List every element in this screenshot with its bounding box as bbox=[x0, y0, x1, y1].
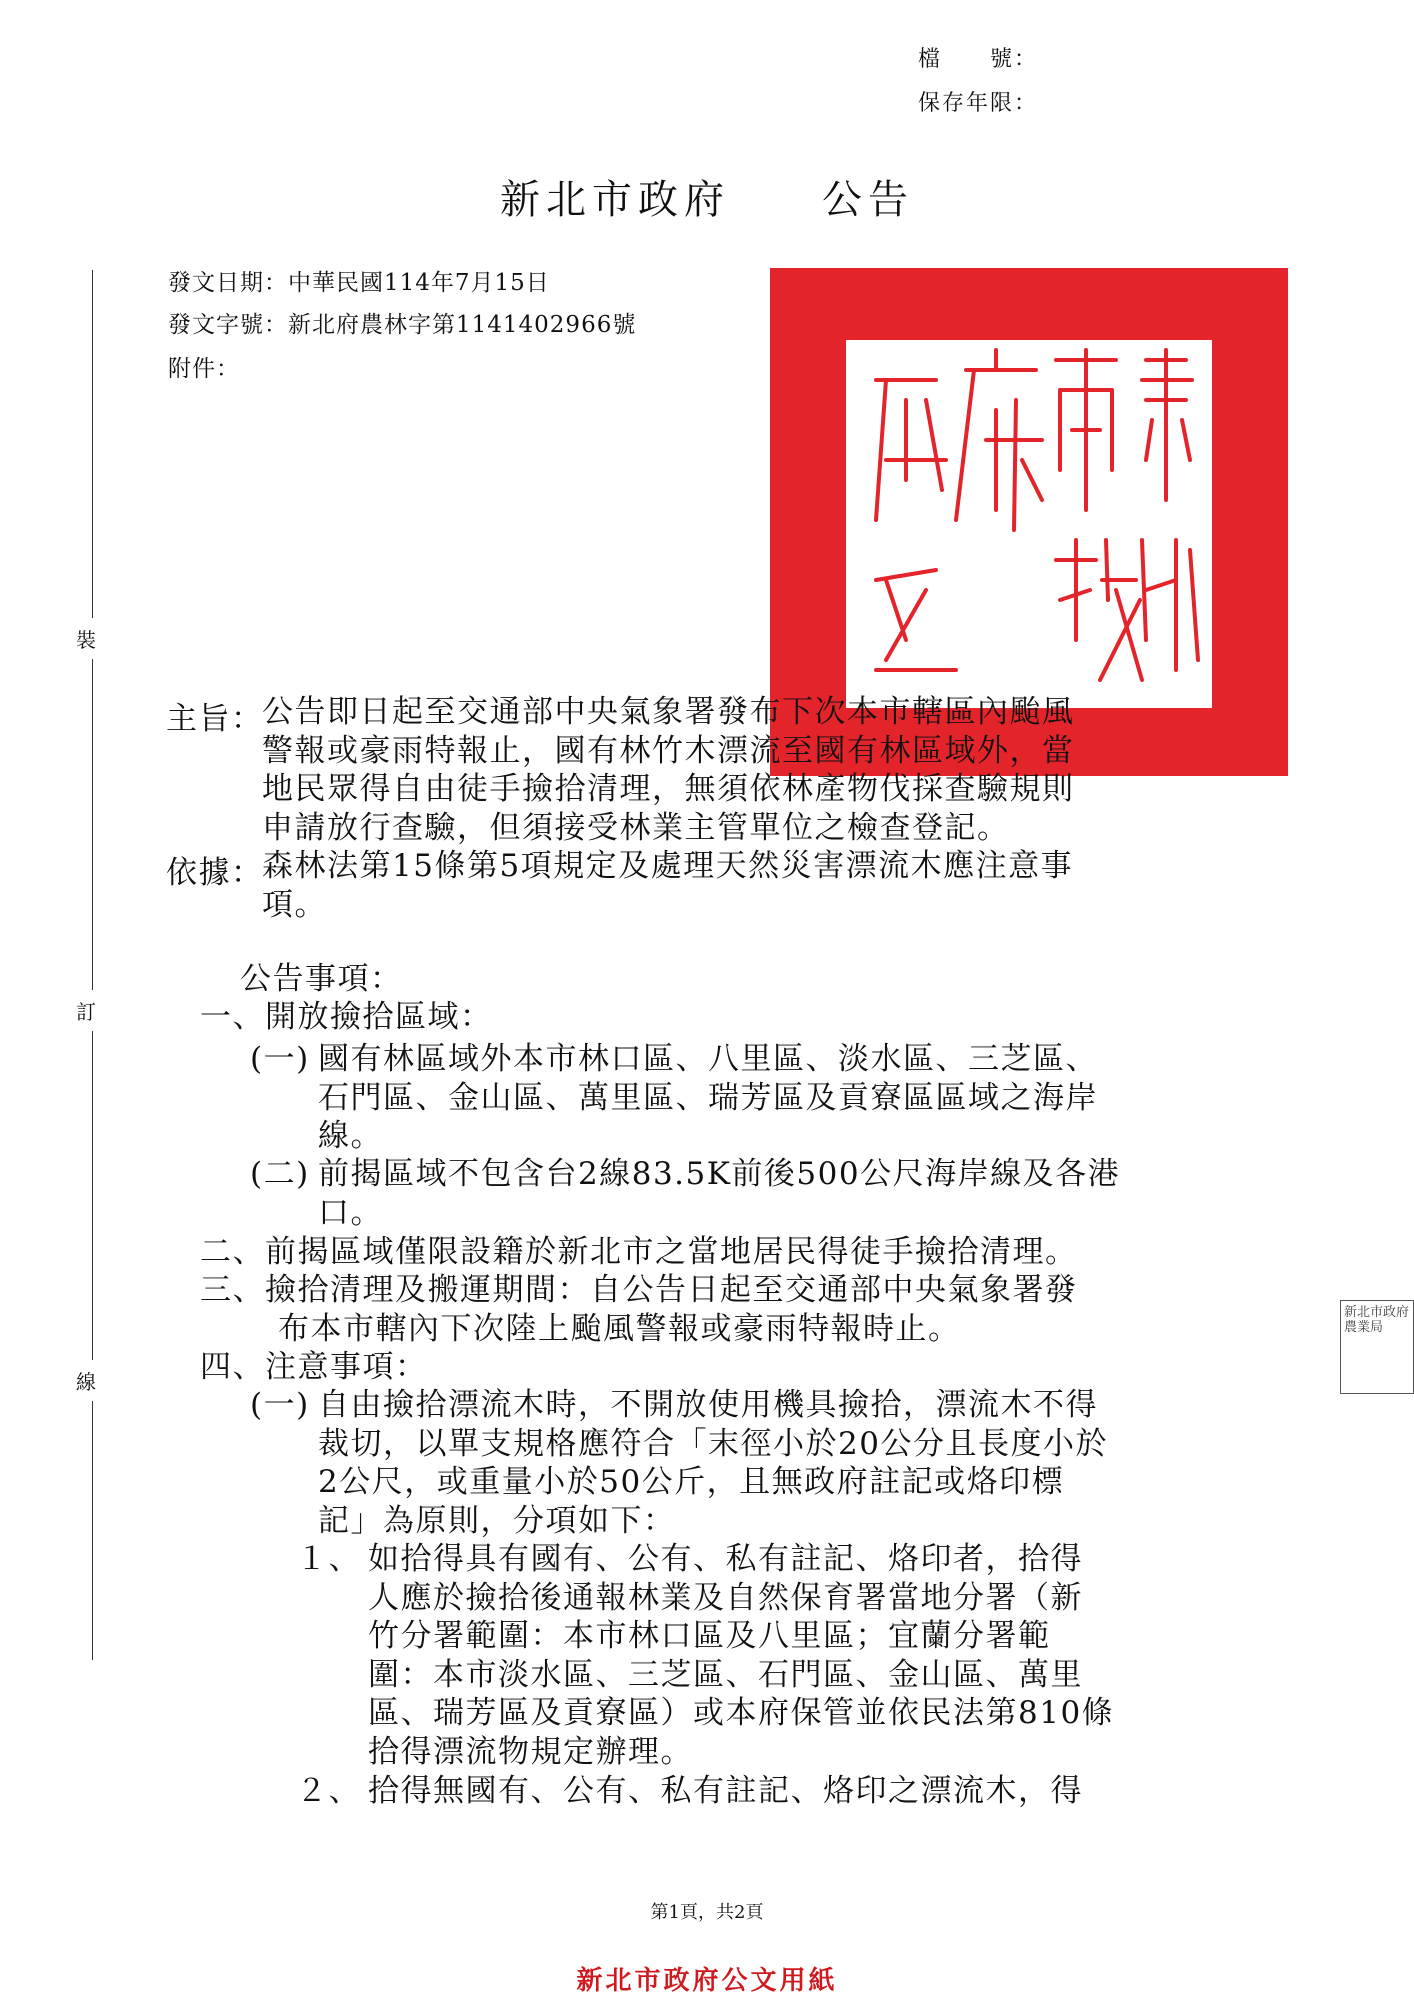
item4-sub1-line: 2公尺，或重量小於50公斤，且無政府註記或烙印標 bbox=[318, 1464, 1065, 1500]
subject-label: 主旨： bbox=[166, 701, 264, 737]
subject-line: 警報或豪雨特報止，國有林竹木漂流至國有林區域外，當 bbox=[262, 732, 1075, 769]
item3-line: 三、撿拾清理及搬運期間：自公告日起至交通部中央氣象署發 bbox=[200, 1272, 1078, 1308]
item1-sub2-text bbox=[318, 1155, 1120, 1232]
point-1-line: 拾得漂流物規定辦理。 bbox=[368, 1733, 693, 1770]
basis-line: 項。 bbox=[262, 886, 327, 923]
notice-heading: 公告事項： bbox=[240, 961, 403, 997]
notice-item-4: 四、注意事項： bbox=[200, 1349, 428, 1385]
basis-text bbox=[262, 847, 1073, 924]
file-number-label: 檔 號： bbox=[918, 47, 1039, 72]
point-1-marker: １、 bbox=[296, 1541, 361, 1577]
item1-sub1-line: 國有林區域外本市林口區、八里區、淡水區、三芝區、 bbox=[318, 1041, 1098, 1077]
point-1-line: 圍：本市淡水區、三芝區、石門區、金山區、萬里 bbox=[368, 1656, 1083, 1693]
point-1-line: 區、瑞芳區及貢寮區）或本府保管並依民法第810條 bbox=[368, 1695, 1115, 1731]
item4-sub1-marker: (一) bbox=[250, 1387, 310, 1423]
binding-mark-zhuang: 裝 bbox=[76, 618, 96, 659]
item1-sub2-marker: (二) bbox=[250, 1156, 310, 1192]
item3-line: 布本市轄內下次陸上颱風警報或豪雨特報時止。 bbox=[278, 1310, 961, 1347]
point-1-text bbox=[368, 1540, 1114, 1771]
item1-sub1-text bbox=[318, 1040, 1098, 1156]
binding-line bbox=[92, 270, 93, 1660]
item1-sub1-line: 線。 bbox=[318, 1118, 383, 1154]
notice-item-1: 一、開放撿拾區域： bbox=[200, 999, 493, 1035]
subject-line: 申請放行查驗，但須接受林業主管單位之檢查登記。 bbox=[262, 809, 1010, 846]
item1-sub2-line: 口。 bbox=[318, 1194, 383, 1231]
document-number: 發文字號：新北府農林字第1141402966號 bbox=[168, 312, 637, 338]
point-1-line: 人應於撿拾後通報林業及自然保育署當地分署（新 bbox=[368, 1579, 1083, 1616]
notice-item-3 bbox=[200, 1271, 1078, 1348]
page-title: 新北市政府 公告 bbox=[500, 177, 914, 223]
item1-sub2-line: 前揭區域不包含台2線83.5K前後500公尺海岸線及各港 bbox=[318, 1156, 1121, 1192]
footer-paper-label: 新北市政府公文用紙 bbox=[576, 1966, 838, 1996]
side-stamp-text: 新北市政府農業局 bbox=[1344, 1305, 1410, 1335]
subject-text bbox=[262, 693, 1075, 847]
subject-line: 公告即日起至交通部中央氣象署發布下次本市轄區內颱風 bbox=[262, 694, 1075, 730]
point-1-line: 竹分署範圍：本市林口區及八里區；宜蘭分署範 bbox=[368, 1618, 1051, 1654]
item4-sub1-line: 裁切，以單支規格應符合「末徑小於20公分且長度小於 bbox=[318, 1425, 1108, 1462]
point-1-line: 如拾得具有國有、公有、私有註記、烙印者，拾得 bbox=[368, 1541, 1083, 1577]
seal-glyphs-icon bbox=[846, 340, 1212, 708]
point-2-marker: ２、 bbox=[296, 1773, 361, 1809]
binding-mark-ding: 訂 bbox=[76, 990, 96, 1031]
point-2-line: 拾得無國有、公有、私有註記、烙印之漂流木，得 bbox=[368, 1773, 1083, 1809]
binding-mark-xian: 線 bbox=[76, 1360, 96, 1401]
subject-line: 地民眾得自由徒手撿拾清理，無須依林產物伐採查驗規則 bbox=[262, 771, 1075, 807]
basis-label: 依據： bbox=[166, 855, 264, 891]
notice-item-2: 二、前揭區域僅限設籍於新北市之當地居民得徒手撿拾清理。 bbox=[200, 1234, 1078, 1270]
basis-line: 森林法第15條第5項規定及處理天然災害漂流木應注意事 bbox=[262, 848, 1074, 884]
page-number: 第1頁，共2頁 bbox=[650, 1902, 764, 1923]
item4-sub1-text bbox=[318, 1386, 1108, 1540]
side-stamp bbox=[1340, 1300, 1414, 1394]
issue-date: 發文日期：中華民國114年7月15日 bbox=[168, 270, 550, 296]
retention-period-label: 保存年限： bbox=[918, 91, 1039, 116]
item4-sub1-line: 自由撿拾漂流木時，不開放使用機具撿拾，漂流木不得 bbox=[318, 1387, 1098, 1423]
item1-sub1-line: 石門區、金山區、萬里區、瑞芳區及貢寮區區域之海岸 bbox=[318, 1079, 1098, 1116]
item4-sub1-line: 記」為原則，分項如下： bbox=[318, 1502, 676, 1539]
point-2-text bbox=[368, 1772, 1083, 1811]
attachment-label: 附件： bbox=[168, 356, 240, 382]
item1-sub1-marker: (一) bbox=[250, 1041, 310, 1077]
